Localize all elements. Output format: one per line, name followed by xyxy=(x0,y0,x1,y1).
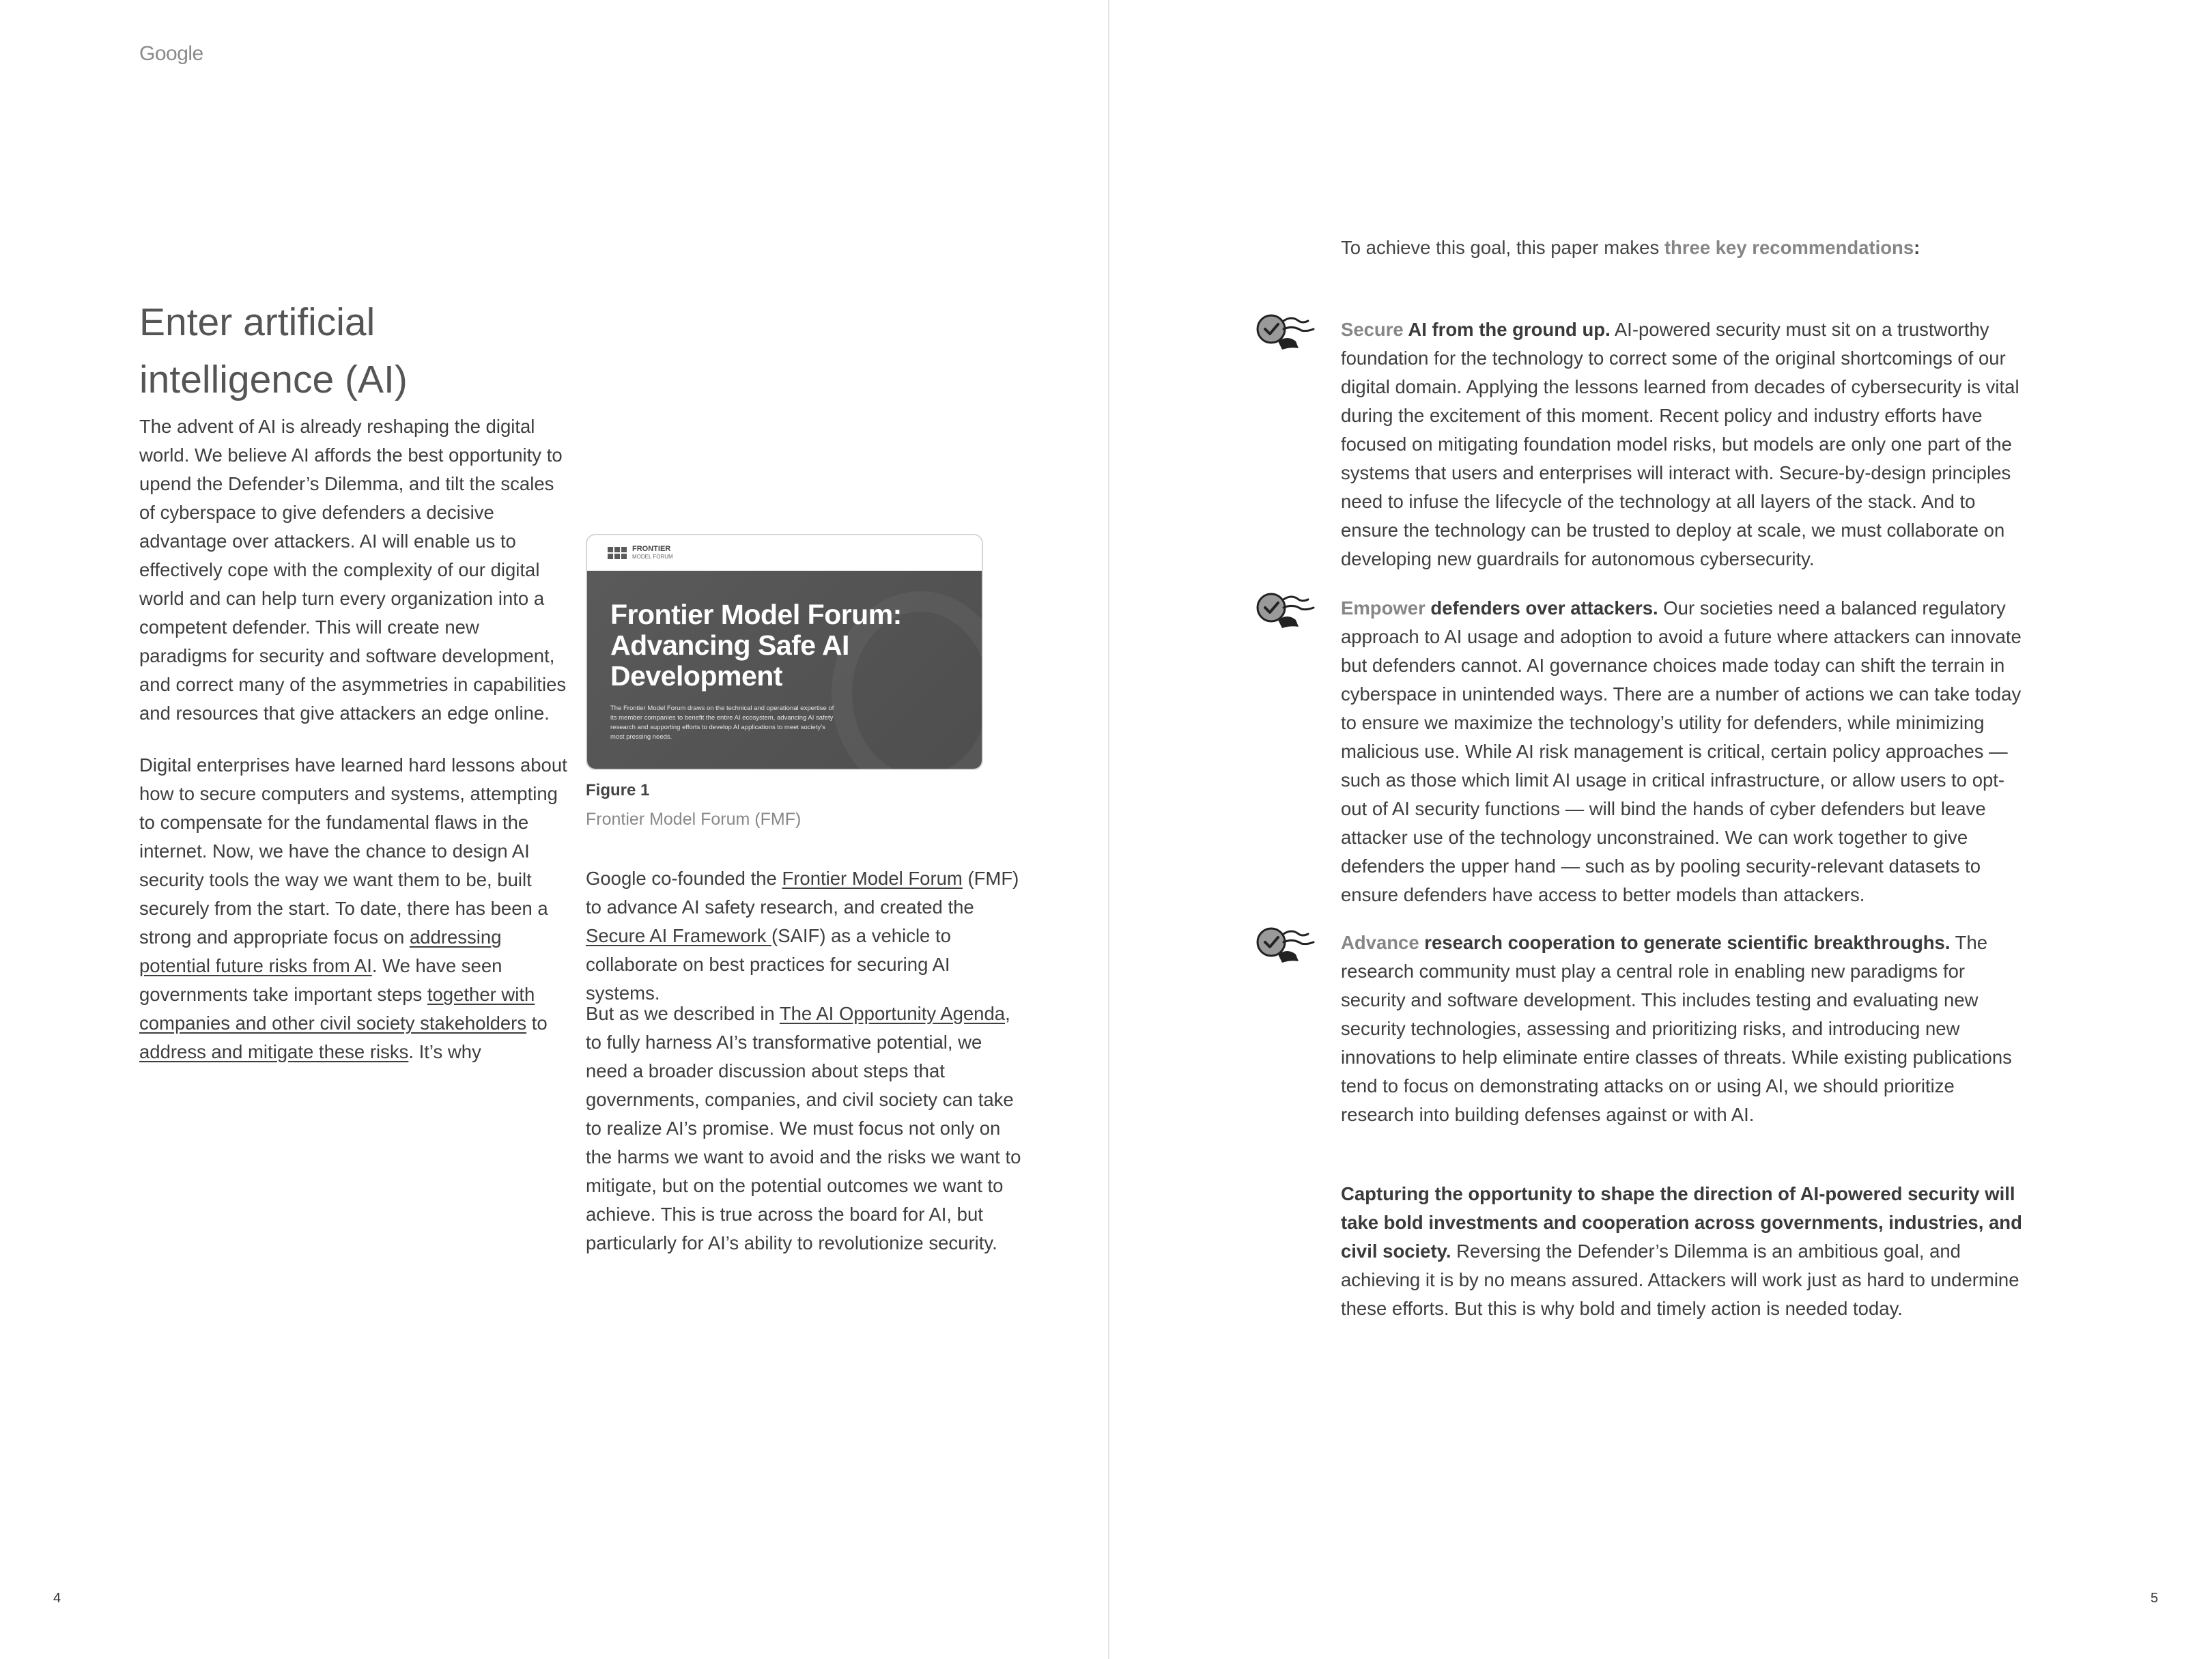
page-number-left: 4 xyxy=(53,1591,61,1606)
section-heading: Enter artificial intelligence (AI) xyxy=(139,300,408,401)
checkmark-hand-icon xyxy=(1253,589,1322,629)
link-frontier-model-forum[interactable]: Frontier Model Forum xyxy=(782,868,963,889)
lessons-paragraph: Digital enterprises have learned hard lessons about how to secure computers and systems, attempting to compensate for the fundamental flaws in the internet. Now, we have the chance to design AI security tools the way we want them to be, built securely from the start. To date, there has been a strong and appropriate focus on addressing potential future risks from AI. We have seen governments take important steps together with companies and other civil society stakeholders to address and mitigate these risks. It’s why xyxy=(139,754,567,1062)
checkmark-hand-icon xyxy=(1253,310,1322,351)
opportunity-paragraph: But as we described in The AI Opportunity Agenda, to fully harness AI’s transformative potential, we need a broader discussion about steps that governments, companies, and civil society can take to realize AI’s promise. We must focus not only on the harms we want to avoid and the risks we want to mitigate, but on the potential outcomes we want to achieve. This is true across the board for AI, but particularly for AI’s ability to revolutionize security. xyxy=(586,1003,1021,1253)
recommendations-intro: To achieve this goal, this paper makes three key recommendations: xyxy=(1341,237,1920,258)
closing-paragraph: Capturing the opportunity to shape the direction of AI-powered security will take bold investments and cooperation across governments, industries, and civil society. Reversing the Defender’s Dilemma is an ambitious goal, and achieving it is by no means assured. Attackers will work just as hard to undermine these efforts. But this is why bold and timely action is needed today. xyxy=(1341,1183,2022,1319)
link-civil-society-stakeholders[interactable]: together with companies and other civil society stakeholders xyxy=(139,984,535,1034)
link-addressing-risks[interactable]: addressing potential future risks from AI xyxy=(139,926,502,976)
page-number-right: 5 xyxy=(2151,1591,2159,1606)
figure-body xyxy=(587,571,982,769)
figure-caption: Frontier Model Forum (FMF) xyxy=(586,810,802,829)
figure-title: Frontier Model Forum: Advancing Safe AI Development xyxy=(610,599,902,692)
recommendation-secure: Secure AI from the ground up. AI-powered security must sit on a trustworthy foundation for the technology to correct some of the original shortcomings of our digital domain. Applying the lessons learned from decades of cybersecurity is vital during the excitement of this moment. Recent policy and industry efforts have focused on mitigating foundation model risks, but models are only one part of the systems that users and enterprises will interact with. Secure-by-design principles need to infuse the lifecycle of the technology at all layers of the stack. And to ensure the technology can be trusted to deploy at scale, we must collaborate on developing new guardrails for autonomous cybersecurity. xyxy=(1341,319,2019,569)
checkmark-hand-icon xyxy=(1253,923,1322,964)
link-address-mitigate-risks[interactable]: address and mitigate these risks xyxy=(139,1041,409,1062)
page-divider xyxy=(1108,0,1109,1659)
link-ai-opportunity-agenda[interactable]: The AI Opportunity Agenda xyxy=(779,1003,1006,1024)
fmf-paragraph: Google co-founded the Frontier Model Forum (FMF) to advance AI safety research, and created the Secure AI Framework (SAIF) as a vehicle to collaborate on best practices for securing AI systems. xyxy=(586,868,1019,1004)
figure-label: Figure 1 xyxy=(586,781,650,799)
figure-header xyxy=(587,535,982,571)
recommendation-advance: Advance research cooperation to generate scientific breakthroughs. The research community must play a central role in enabling new paradigms for security and software development. This includes testing and evaluating new security technologies, assessing and prioritizing risks, and introducing new innovations to help eliminate entire classes of threats. While existing publications tend to focus on demonstrating attacks on or using AI, we should prioritize research into building defenses against or with AI. xyxy=(1341,932,2012,1125)
figure-logo-text: FRONTIER MODEL FORUM xyxy=(632,545,673,560)
google-logo: Google xyxy=(139,42,203,65)
frontier-logo-icon xyxy=(608,547,627,559)
figure-description: The Frontier Model Forum draws on the technical and operational expertise of its member companies to benefit the entire AI ecosystem, advancing AI safety research and supporting efforts to develop AI applications to meet society’s most pressing needs. xyxy=(610,705,834,741)
link-secure-ai-framework[interactable]: Secure AI Framework xyxy=(586,925,772,946)
intro-paragraph: The advent of AI is already reshaping the digital world. We believe AI affords the best opportunity to upend the Defender’s Dilemma, and tilt the scales of cyberspace to give defenders a decisive advantage over attackers. AI will enable us to effectively cope with the complexity of our digital world and can help turn every organization into a competent defender. This will create new paradigms for security and software development, and correct many of the asymmetries in capabilities and resources that give attackers an edge online. xyxy=(139,416,567,724)
recommendation-empower: Empower defenders over attackers. Our societies need a balanced regulatory approach to AI usage and adoption to avoid a future where attackers can innovate but defenders cannot. AI governance choices made today can shift the terrain in cyberspace in unintended ways. There are a number of actions we can take today to ensure we maximize the technology’s utility for defenders, while minimizing malicious use. While AI risk management is critical, certain policy approaches — such as those which limit AI usage in critical infrastructure, or allow users to opt-out of AI security functions — will bind the hands of cyber defenders but leave attacker use of the technology unconstrained. We can work together to give defenders the upper hand — such as by pooling security-relevant datasets to ensure defenders have access to better models than attackers. xyxy=(1341,597,2022,905)
figure-fmf-card xyxy=(586,534,983,770)
